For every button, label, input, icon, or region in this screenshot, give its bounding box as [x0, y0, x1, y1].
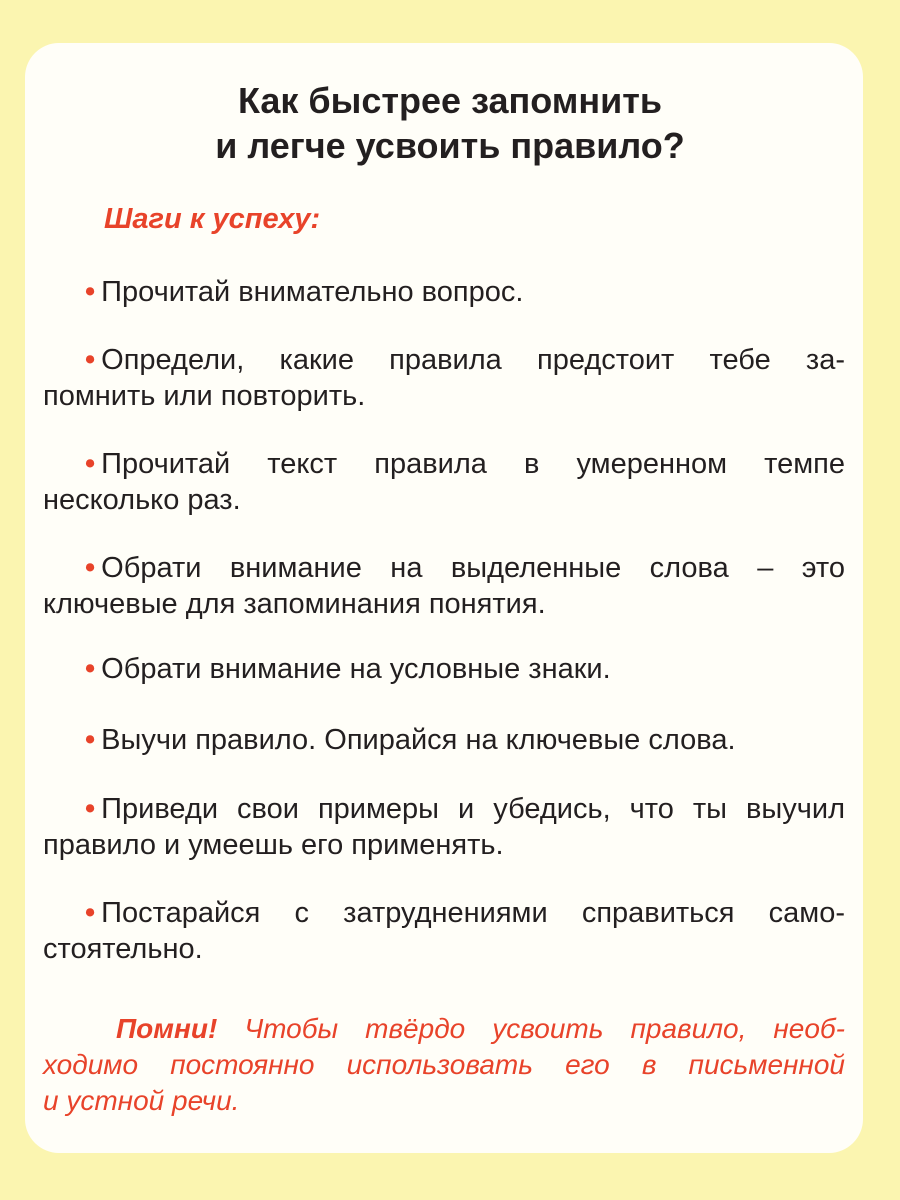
step-item-7	[43, 791, 845, 863]
step-line: помнить или повторить.	[43, 380, 366, 412]
step-item-2	[43, 342, 845, 414]
bullet-icon: •	[85, 793, 96, 825]
step-item-6	[43, 722, 845, 758]
steps-heading: Шаги к успеху:	[104, 203, 321, 235]
page-title	[0, 78, 900, 168]
bullet-icon: •	[85, 344, 96, 376]
note-text: Чтобы твёрдо усвоить правило, необ-	[244, 1013, 845, 1044]
step-item-4	[43, 550, 845, 622]
step-item-5	[43, 651, 845, 687]
title-line-2: и легче усвоить правило?	[215, 125, 685, 166]
step-line: правило и умеешь его применять.	[43, 829, 504, 861]
step-text: Обрати внимание на выделенные слова – это	[101, 552, 845, 584]
step-line	[43, 446, 845, 482]
step-line	[43, 791, 845, 827]
step-line	[43, 722, 845, 758]
step-text: Выучи правило. Опирайся на ключевые слова.	[101, 724, 736, 756]
step-line	[43, 274, 845, 310]
step-text: Определи, какие правила предстоит тебе за-	[101, 344, 845, 376]
bullet-icon: •	[85, 448, 96, 480]
step-line: ключевые для запоминания понятия.	[43, 588, 546, 620]
step-text: Прочитай текст правила в умеренном темпе	[101, 448, 845, 480]
bullet-icon: •	[85, 653, 96, 685]
step-line: стоятельно.	[43, 933, 203, 965]
note-line: ходимо постоянно использовать его в письменной	[43, 1049, 845, 1080]
title-line-1: Как быстрее запомнить	[237, 80, 663, 121]
note-lead: Помни!	[116, 1013, 218, 1044]
step-item-1	[43, 274, 845, 310]
note-line	[43, 1011, 845, 1047]
step-text: Обрати внимание на условные знаки.	[101, 653, 611, 685]
step-item-8	[43, 895, 845, 967]
bullet-icon: •	[85, 897, 96, 929]
step-text: Постарайся с затруднениями справиться само-	[101, 897, 845, 929]
step-text: Прочитай внимательно вопрос.	[101, 276, 524, 308]
step-item-3	[43, 446, 845, 518]
step-line	[43, 895, 845, 931]
step-line: несколько раз.	[43, 484, 241, 516]
step-line	[43, 342, 845, 378]
step-text: Приведи свои примеры и убедись, что ты выучил	[101, 793, 845, 825]
bullet-icon: •	[85, 724, 96, 756]
step-line	[43, 550, 845, 586]
note-line: и устной речи.	[43, 1085, 240, 1116]
remember-note	[43, 1011, 845, 1119]
bullet-icon: •	[85, 276, 96, 308]
step-line	[43, 651, 845, 687]
bullet-icon: •	[85, 552, 96, 584]
